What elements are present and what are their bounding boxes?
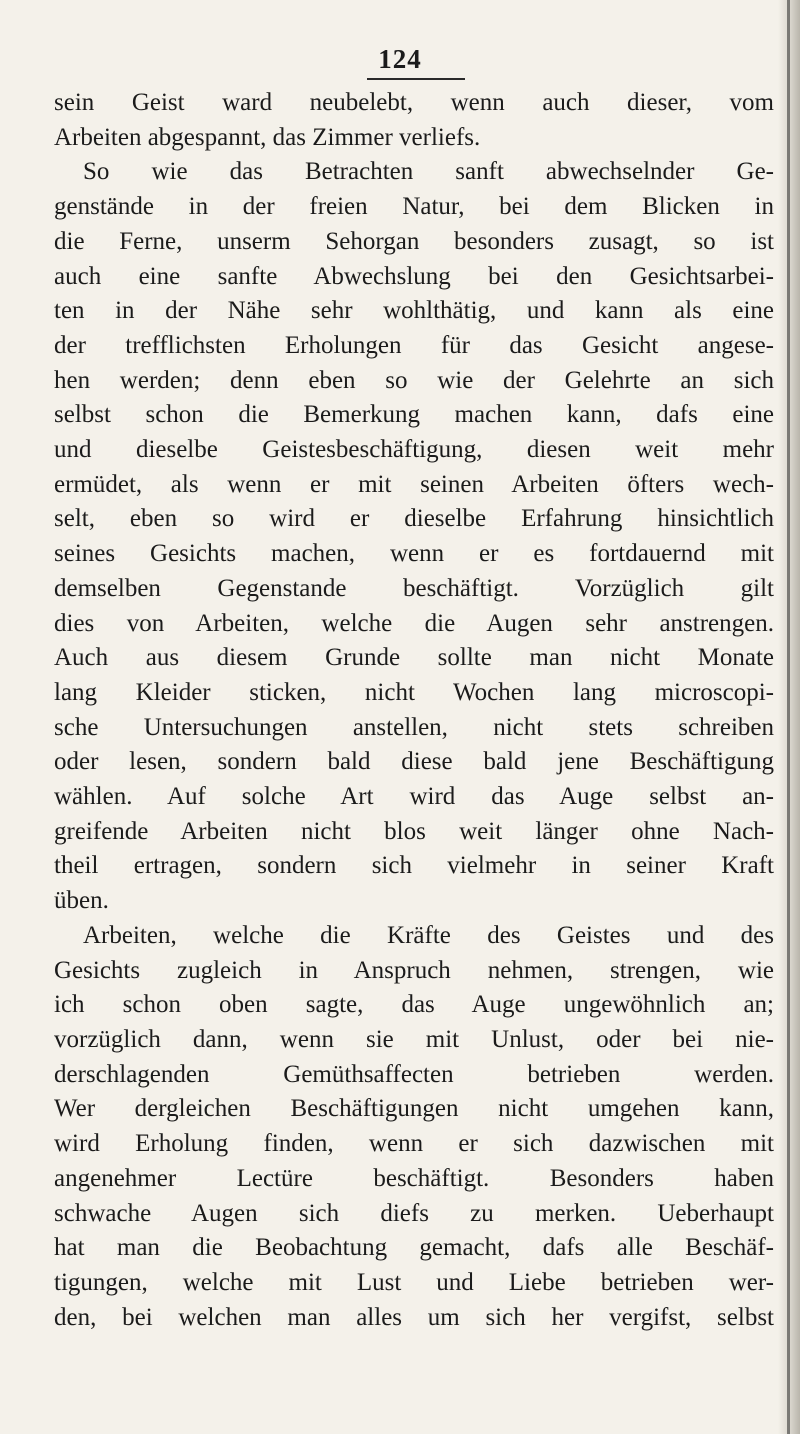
text-line: üben. bbox=[54, 887, 109, 915]
text-line: Gesichts zugleich in Anspruch nehmen, strengen, wie bbox=[54, 956, 774, 984]
body-text bbox=[54, 86, 774, 1335]
text-line: demselben Gegenstande beschäftigt. Vorzüglich gilt bbox=[54, 574, 774, 602]
text-line: selbst schon die Bemerkung machen kann, dafs eine bbox=[54, 401, 774, 429]
text-line: und dieselbe Geistesbeschäftigung, diesen weit mehr bbox=[54, 436, 774, 464]
text-line: derschlagenden Gemüthsaffecten betrieben werden. bbox=[54, 1060, 774, 1088]
text-line: auch eine sanfte Abwechslung bei den Gesichtsarbei- bbox=[54, 262, 774, 290]
text-line: ermüdet, als wenn er mit seinen Arbeiten öfters wech- bbox=[54, 470, 774, 498]
text-line: Arbeiten, welche die Kräfte des Geistes und des bbox=[83, 921, 774, 949]
page-number: 124 bbox=[378, 44, 422, 74]
header-rule bbox=[367, 78, 465, 80]
text-line: Arbeiten abgespannt, das Zimmer verliefs. bbox=[54, 123, 481, 151]
text-line: genstände in der freien Natur, bei dem Blicken in bbox=[54, 193, 774, 221]
text-line: wählen. Auf solche Art wird das Auge selbst an- bbox=[54, 783, 774, 811]
text-line: selt, eben so wird er dieselbe Erfahrung hinsichtlich bbox=[54, 505, 774, 533]
text-line: seines Gesichts machen, wenn er es fortdauernd mit bbox=[54, 540, 774, 568]
text-line: sche Untersuchungen anstellen, nicht stets schreiben bbox=[54, 713, 774, 741]
text-line: theil ertragen, sondern sich vielmehr in seiner Kraft bbox=[54, 852, 774, 880]
text-line: ten in der Nähe sehr wohlthätig, und kann als eine bbox=[54, 297, 774, 325]
gutter-edge-line bbox=[787, 0, 790, 1434]
text-line: hen werden; denn eben so wie der Gelehrte an sich bbox=[54, 366, 774, 394]
text-line: So wie das Betrachten sanft abwechselnder Ge- bbox=[83, 158, 774, 186]
text-line: tigungen, welche mit Lust und Liebe betrieben wer- bbox=[54, 1268, 774, 1296]
text-line: sein Geist ward neubelebt, wenn auch dieser, vom bbox=[54, 89, 774, 116]
text-line: den, bei welchen man alles um sich her vergifst, selbst bbox=[54, 1303, 774, 1331]
text-line: die Ferne, unserm Sehorgan besonders zusagt, so ist bbox=[54, 227, 774, 255]
text-line: hat man die Beobachtung gemacht, dafs alle Beschäf- bbox=[54, 1234, 774, 1262]
text-line: wird Erholung finden, wenn er sich dazwischen mit bbox=[54, 1130, 774, 1158]
text-line: dies von Arbeiten, welche die Augen sehr anstrengen. bbox=[54, 609, 774, 637]
text-line: ich schon oben sagte, das Auge ungewöhnlich an; bbox=[54, 991, 774, 1019]
text-line: Wer dergleichen Beschäftigungen nicht umgehen kann, bbox=[54, 1095, 774, 1123]
text-line: vorzüglich dann, wenn sie mit Unlust, oder bei nie- bbox=[54, 1025, 774, 1053]
text-line: schwache Augen sich diefs zu merken. Ueberhaupt bbox=[54, 1199, 774, 1227]
text-line: lang Kleider sticken, nicht Wochen lang microscopi- bbox=[54, 678, 774, 706]
text-line: Auch aus diesem Grunde sollte man nicht Monate bbox=[54, 644, 774, 672]
text-line: angenehmer Lectüre beschäftigt. Besonders haben bbox=[54, 1164, 774, 1192]
text-line: der trefflichsten Erholungen für das Gesicht angese- bbox=[54, 331, 774, 359]
text-line: oder lesen, sondern bald diese bald jene Beschäftigung bbox=[54, 748, 774, 776]
text-line: greifende Arbeiten nicht blos weit länger ohne Nach- bbox=[54, 817, 774, 845]
